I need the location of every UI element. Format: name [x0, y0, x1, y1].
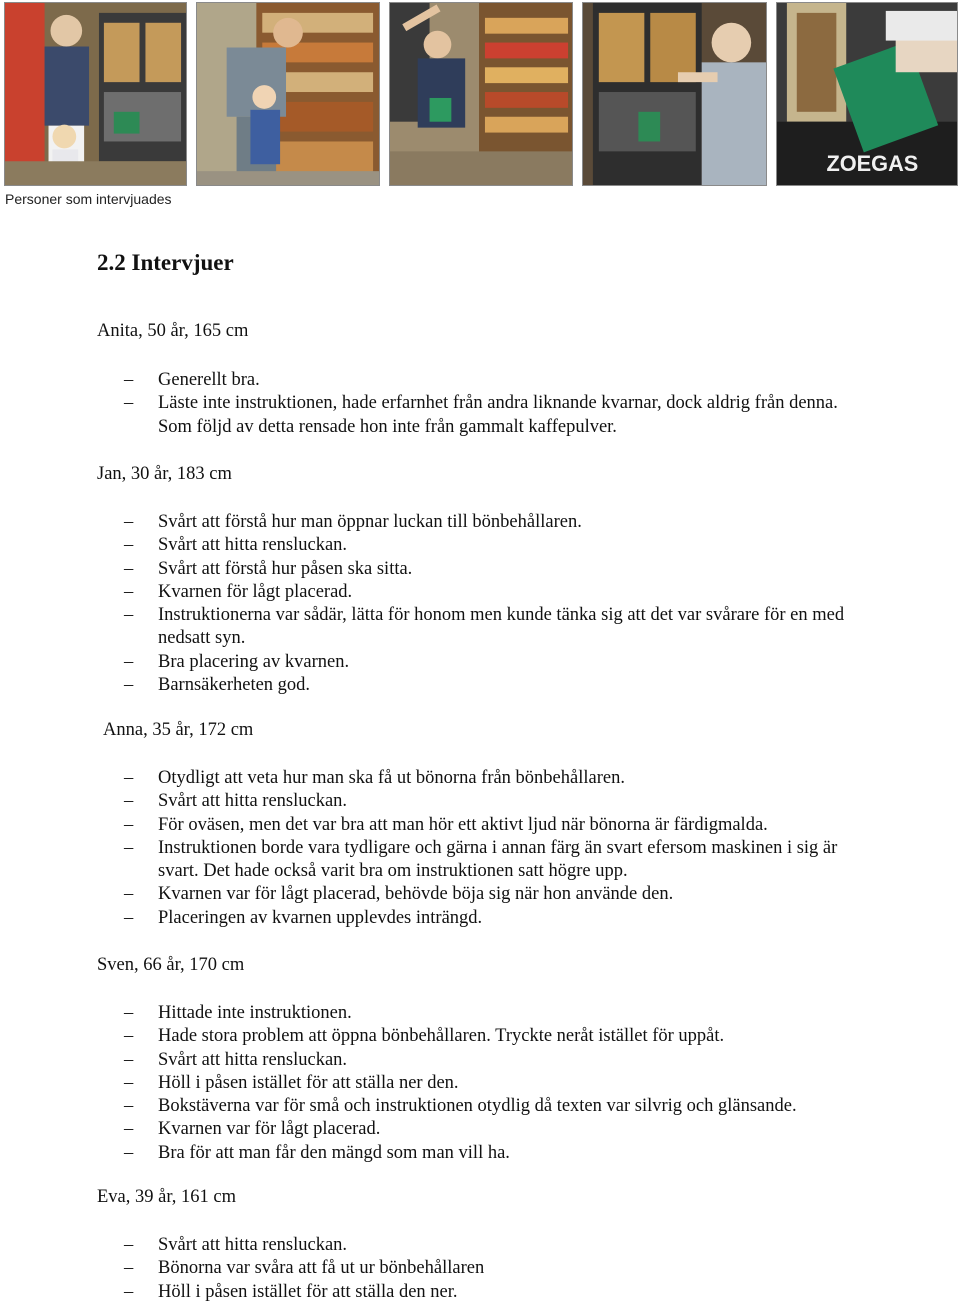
item-text: Hade stora problem att öppna bönbehållaren. Tryckte neråt istället för uppåt.	[158, 1026, 725, 1047]
photo-coffee-grinder-closeup	[776, 2, 958, 186]
dash-bullet: –	[124, 1096, 134, 1117]
list-item	[124, 1095, 864, 1118]
dash-bullet: –	[124, 1026, 134, 1047]
item-text: Bra placering av kvarnen.	[158, 651, 350, 672]
item-text: Svårt att hitta rensluckan.	[158, 1235, 348, 1255]
list-item	[124, 1025, 864, 1048]
section-heading	[97, 250, 234, 276]
list-item	[124, 1118, 864, 1141]
item-text: Höll i påsen istället för att ställa den ner.	[158, 1281, 458, 1302]
photo-woman-reaching	[389, 2, 573, 186]
dash-bullet: –	[124, 581, 134, 602]
list-item	[124, 511, 864, 534]
item-text: Bokstäverna var för små och instruktionen otydlig då texten var silvrig och glänsande.	[158, 1096, 797, 1117]
item-text: Instruktionen borde vara tydligare och gärna i annan färg än svart efersom maskinen i sig är svart. Det hade också varit bra om instruktionen satt högre upp.	[158, 837, 838, 882]
list-item	[124, 1072, 864, 1095]
figure-caption: Personer som intervjuades	[5, 191, 172, 207]
item-text: Generellt bra.	[158, 370, 260, 390]
item-text: Bönorna var svåra att få ut ur bönbehållaren	[158, 1258, 485, 1279]
dash-bullet: –	[124, 558, 134, 579]
dash-bullet: –	[124, 1281, 134, 1302]
interviewee-header: Jan, 30 år, 183 cm	[97, 464, 232, 484]
photo-woman-and-child	[4, 2, 187, 186]
dash-bullet: –	[124, 768, 134, 788]
item-text: Svårt att förstå hur påsen ska sitta.	[158, 558, 413, 579]
item-text: Hittade inte instruktionen.	[158, 1003, 352, 1023]
interview-list	[124, 369, 864, 439]
item-text: Svårt att hitta rensluckan.	[158, 791, 348, 812]
dash-bullet: –	[124, 884, 134, 905]
list-item	[124, 1002, 864, 1025]
item-text: Bra för att man får den mängd som man vill ha.	[158, 1142, 510, 1163]
dash-bullet: –	[124, 1142, 134, 1163]
dash-bullet: –	[124, 651, 134, 672]
dash-bullet: –	[124, 1003, 134, 1023]
photo-elderly-man	[582, 2, 767, 186]
list-item	[124, 534, 864, 557]
dash-bullet: –	[124, 393, 134, 414]
list-item	[124, 1234, 864, 1257]
list-item	[124, 392, 864, 439]
item-text: Höll i påsen istället för att ställa ner den.	[158, 1072, 459, 1093]
interviewee-header: Anita, 50 år, 165 cm	[97, 321, 249, 341]
dash-bullet: –	[124, 535, 134, 556]
list-item	[124, 767, 864, 790]
dash-bullet: –	[124, 1119, 134, 1140]
item-text: Kvarnen var för lågt placerad, behövde böja sig när hon använde den.	[158, 884, 674, 905]
item-text: Otydligt att veta hur man ska få ut bönorna från bönbehållaren.	[158, 768, 625, 788]
dash-bullet: –	[124, 370, 134, 390]
dash-bullet: –	[124, 512, 134, 532]
list-item	[124, 1281, 864, 1304]
photo-man-with-child	[196, 2, 380, 186]
list-item	[124, 1257, 864, 1280]
dash-bullet: –	[124, 1072, 134, 1093]
list-item	[124, 581, 864, 604]
interviewee-header: Eva, 39 år, 161 cm	[97, 1187, 236, 1207]
photo-strip	[4, 2, 958, 186]
dash-bullet: –	[124, 1049, 134, 1070]
item-text: Kvarnen för lågt placerad.	[158, 581, 353, 602]
item-text: Kvarnen var för lågt placerad.	[158, 1119, 381, 1140]
list-item	[124, 558, 864, 581]
list-item	[124, 814, 864, 837]
item-text: Svårt att hitta rensluckan.	[158, 1049, 348, 1070]
list-item	[124, 604, 864, 651]
list-item	[124, 674, 864, 697]
list-item	[124, 1049, 864, 1072]
item-text: Instruktionerna var sådär, lätta för honom men kunde tänka sig att det var svårare för en med nedsatt syn.	[158, 605, 845, 649]
interview-list	[124, 1002, 864, 1165]
interview-list	[124, 767, 864, 930]
interviewee-header: Sven, 66 år, 170 cm	[97, 955, 245, 975]
dash-bullet: –	[124, 837, 134, 858]
interview-list	[124, 1234, 864, 1304]
item-text: Svårt att förstå hur man öppnar luckan till bönbehållaren.	[158, 512, 582, 532]
item-text: För oväsen, men det var bra att man hör ett aktivt ljud när bönorna är färdigmalda.	[158, 814, 768, 835]
section-title: Intervjuer	[131, 250, 234, 275]
list-item	[124, 369, 864, 392]
list-item	[124, 1142, 864, 1165]
dash-bullet: –	[124, 1235, 134, 1255]
dash-bullet: –	[124, 1258, 134, 1279]
section-number: 2.2	[97, 250, 126, 275]
dash-bullet: –	[124, 907, 134, 928]
item-text: Barnsäkerheten god.	[158, 675, 311, 696]
item-text: Svårt att hitta rensluckan.	[158, 535, 348, 556]
interviewee-header: Anna, 35 år, 172 cm	[103, 720, 254, 740]
list-item	[124, 907, 864, 930]
dash-bullet: –	[124, 675, 134, 696]
interview-list	[124, 511, 864, 697]
dash-bullet: –	[124, 791, 134, 812]
list-item	[124, 790, 864, 813]
list-item	[124, 883, 864, 906]
list-item	[124, 837, 864, 884]
dash-bullet: –	[124, 605, 134, 626]
dash-bullet: –	[124, 814, 134, 835]
list-item	[124, 651, 864, 674]
zoegas-logo: ZOEGAS	[826, 151, 919, 177]
item-text: Läste inte instruktionen, hade erfarnhet från andra liknande kvarnar, dock aldrig från denna. Som följd av detta rensade hon inte från gammalt kaffepulver.	[158, 393, 838, 437]
item-text: Placeringen av kvarnen upplevdes inträngd.	[158, 907, 483, 928]
